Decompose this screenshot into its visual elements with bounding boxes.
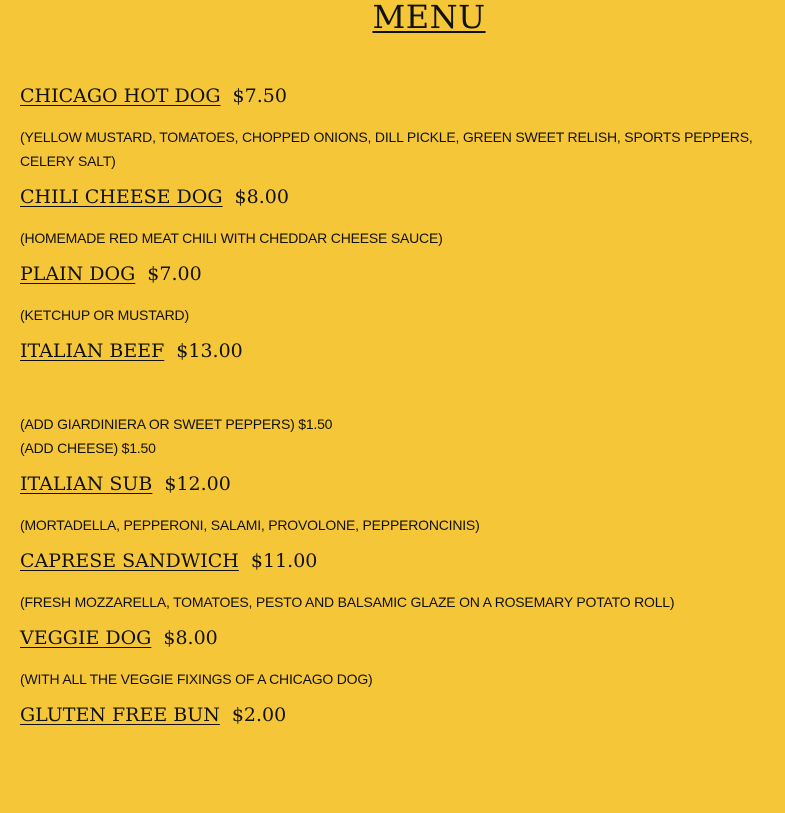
item-name[interactable]: ITALIAN BEEF: [20, 340, 165, 362]
item-name[interactable]: GLUTEN FREE BUN: [20, 704, 220, 726]
menu-item-gluten-free-bun: [20, 703, 286, 727]
menu-item-italian-sub: [20, 472, 231, 496]
item-name[interactable]: PLAIN DOG: [20, 263, 136, 285]
menu-title: MENU: [372, 0, 486, 36]
menu-item-caprese-sandwich: [20, 549, 317, 573]
item-name[interactable]: CAPRESE SANDWICH: [20, 550, 239, 572]
item-description: (KETCHUP OR MUSTARD): [20, 307, 189, 323]
item-addon: (ADD GIARDINIERA OR SWEET PEPPERS) $1.50: [20, 416, 333, 432]
item-description: (YELLOW MUSTARD, TOMATOES, CHOPPED ONIONS, DILL PICKLE, GREEN SWEET RELISH, SPORTS PEPPERS, CELERY SALT): [20, 129, 753, 169]
item-price: $8.00: [234, 186, 289, 208]
menu-item-chicago-hot-dog: [20, 84, 287, 108]
item-price: $7.50: [232, 85, 287, 107]
item-description: (FRESH MOZZARELLA, TOMATOES, PESTO AND BALSAMIC GLAZE ON A ROSEMARY POTATO ROLL): [20, 594, 675, 610]
item-price: $12.00: [164, 473, 231, 495]
item-name[interactable]: CHICAGO HOT DOG: [20, 85, 221, 107]
item-price: $7.00: [147, 263, 202, 285]
item-name[interactable]: VEGGIE DOG: [20, 627, 152, 649]
item-price: $8.00: [163, 627, 218, 649]
item-description: (MORTADELLA, PEPPERONI, SALAMI, PROVOLONE, PEPPERONCINIS): [20, 517, 480, 533]
item-name[interactable]: ITALIAN SUB: [20, 473, 153, 495]
item-description: (HOMEMADE RED MEAT CHILI WITH CHEDDAR CHEESE SAUCE): [20, 230, 443, 246]
item-price: $2.00: [231, 704, 287, 726]
item-price: $11.00: [250, 550, 318, 572]
menu-item-italian-beef: [20, 339, 243, 363]
item-addon: (ADD CHEESE) $1.50: [20, 440, 156, 456]
menu-item-chili-cheese-dog: [20, 185, 289, 209]
item-description: (WITH ALL THE VEGGIE FIXINGS OF A CHICAGO DOG): [20, 671, 373, 687]
menu-item-veggie-dog: [20, 626, 218, 650]
item-name[interactable]: CHILI CHEESE DOG: [20, 186, 223, 208]
menu-item-plain-dog: [20, 262, 202, 286]
item-price: $13.00: [176, 340, 243, 362]
